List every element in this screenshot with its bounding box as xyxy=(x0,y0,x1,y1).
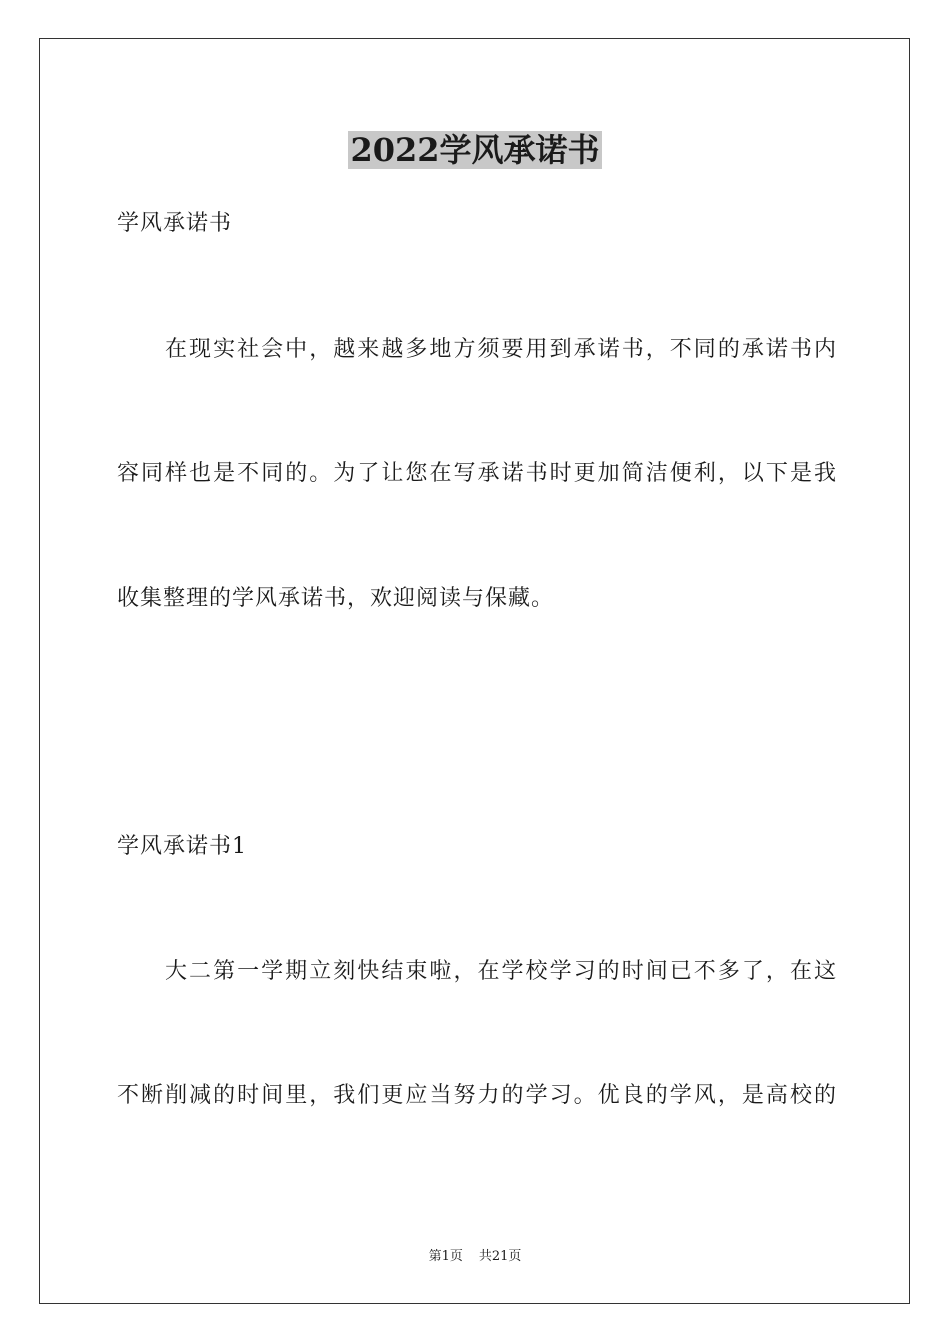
document-subtitle: 学风承诺书 xyxy=(117,211,233,236)
document-title-text: 2022学风承诺书 xyxy=(350,131,600,169)
intro-paragraph-line-2: 容同样也是不同的。为了让您在写承诺书时更加简洁便利，以下是我 xyxy=(117,461,837,486)
intro-paragraph-line-3: 收集整理的学风承诺书，欢迎阅读与保藏。 xyxy=(117,586,555,611)
section-heading: 学风承诺书1 xyxy=(117,834,247,859)
current-page-number: 第1页 xyxy=(428,1249,463,1264)
total-page-count: 共21页 xyxy=(478,1249,522,1264)
intro-paragraph-line-1: 在现实社会中，越来越多地方须要用到承诺书，不同的承诺书内 xyxy=(165,337,837,362)
document-title xyxy=(0,128,950,172)
section-paragraph-line-1: 大二第一学期立刻快结束啦，在学校学习的时间已不多了，在这 xyxy=(165,959,837,984)
page-footer xyxy=(0,1248,950,1266)
section-paragraph-line-2: 不断削减的时间里，我们更应当努力的学习。优良的学风，是高校的 xyxy=(117,1083,837,1108)
